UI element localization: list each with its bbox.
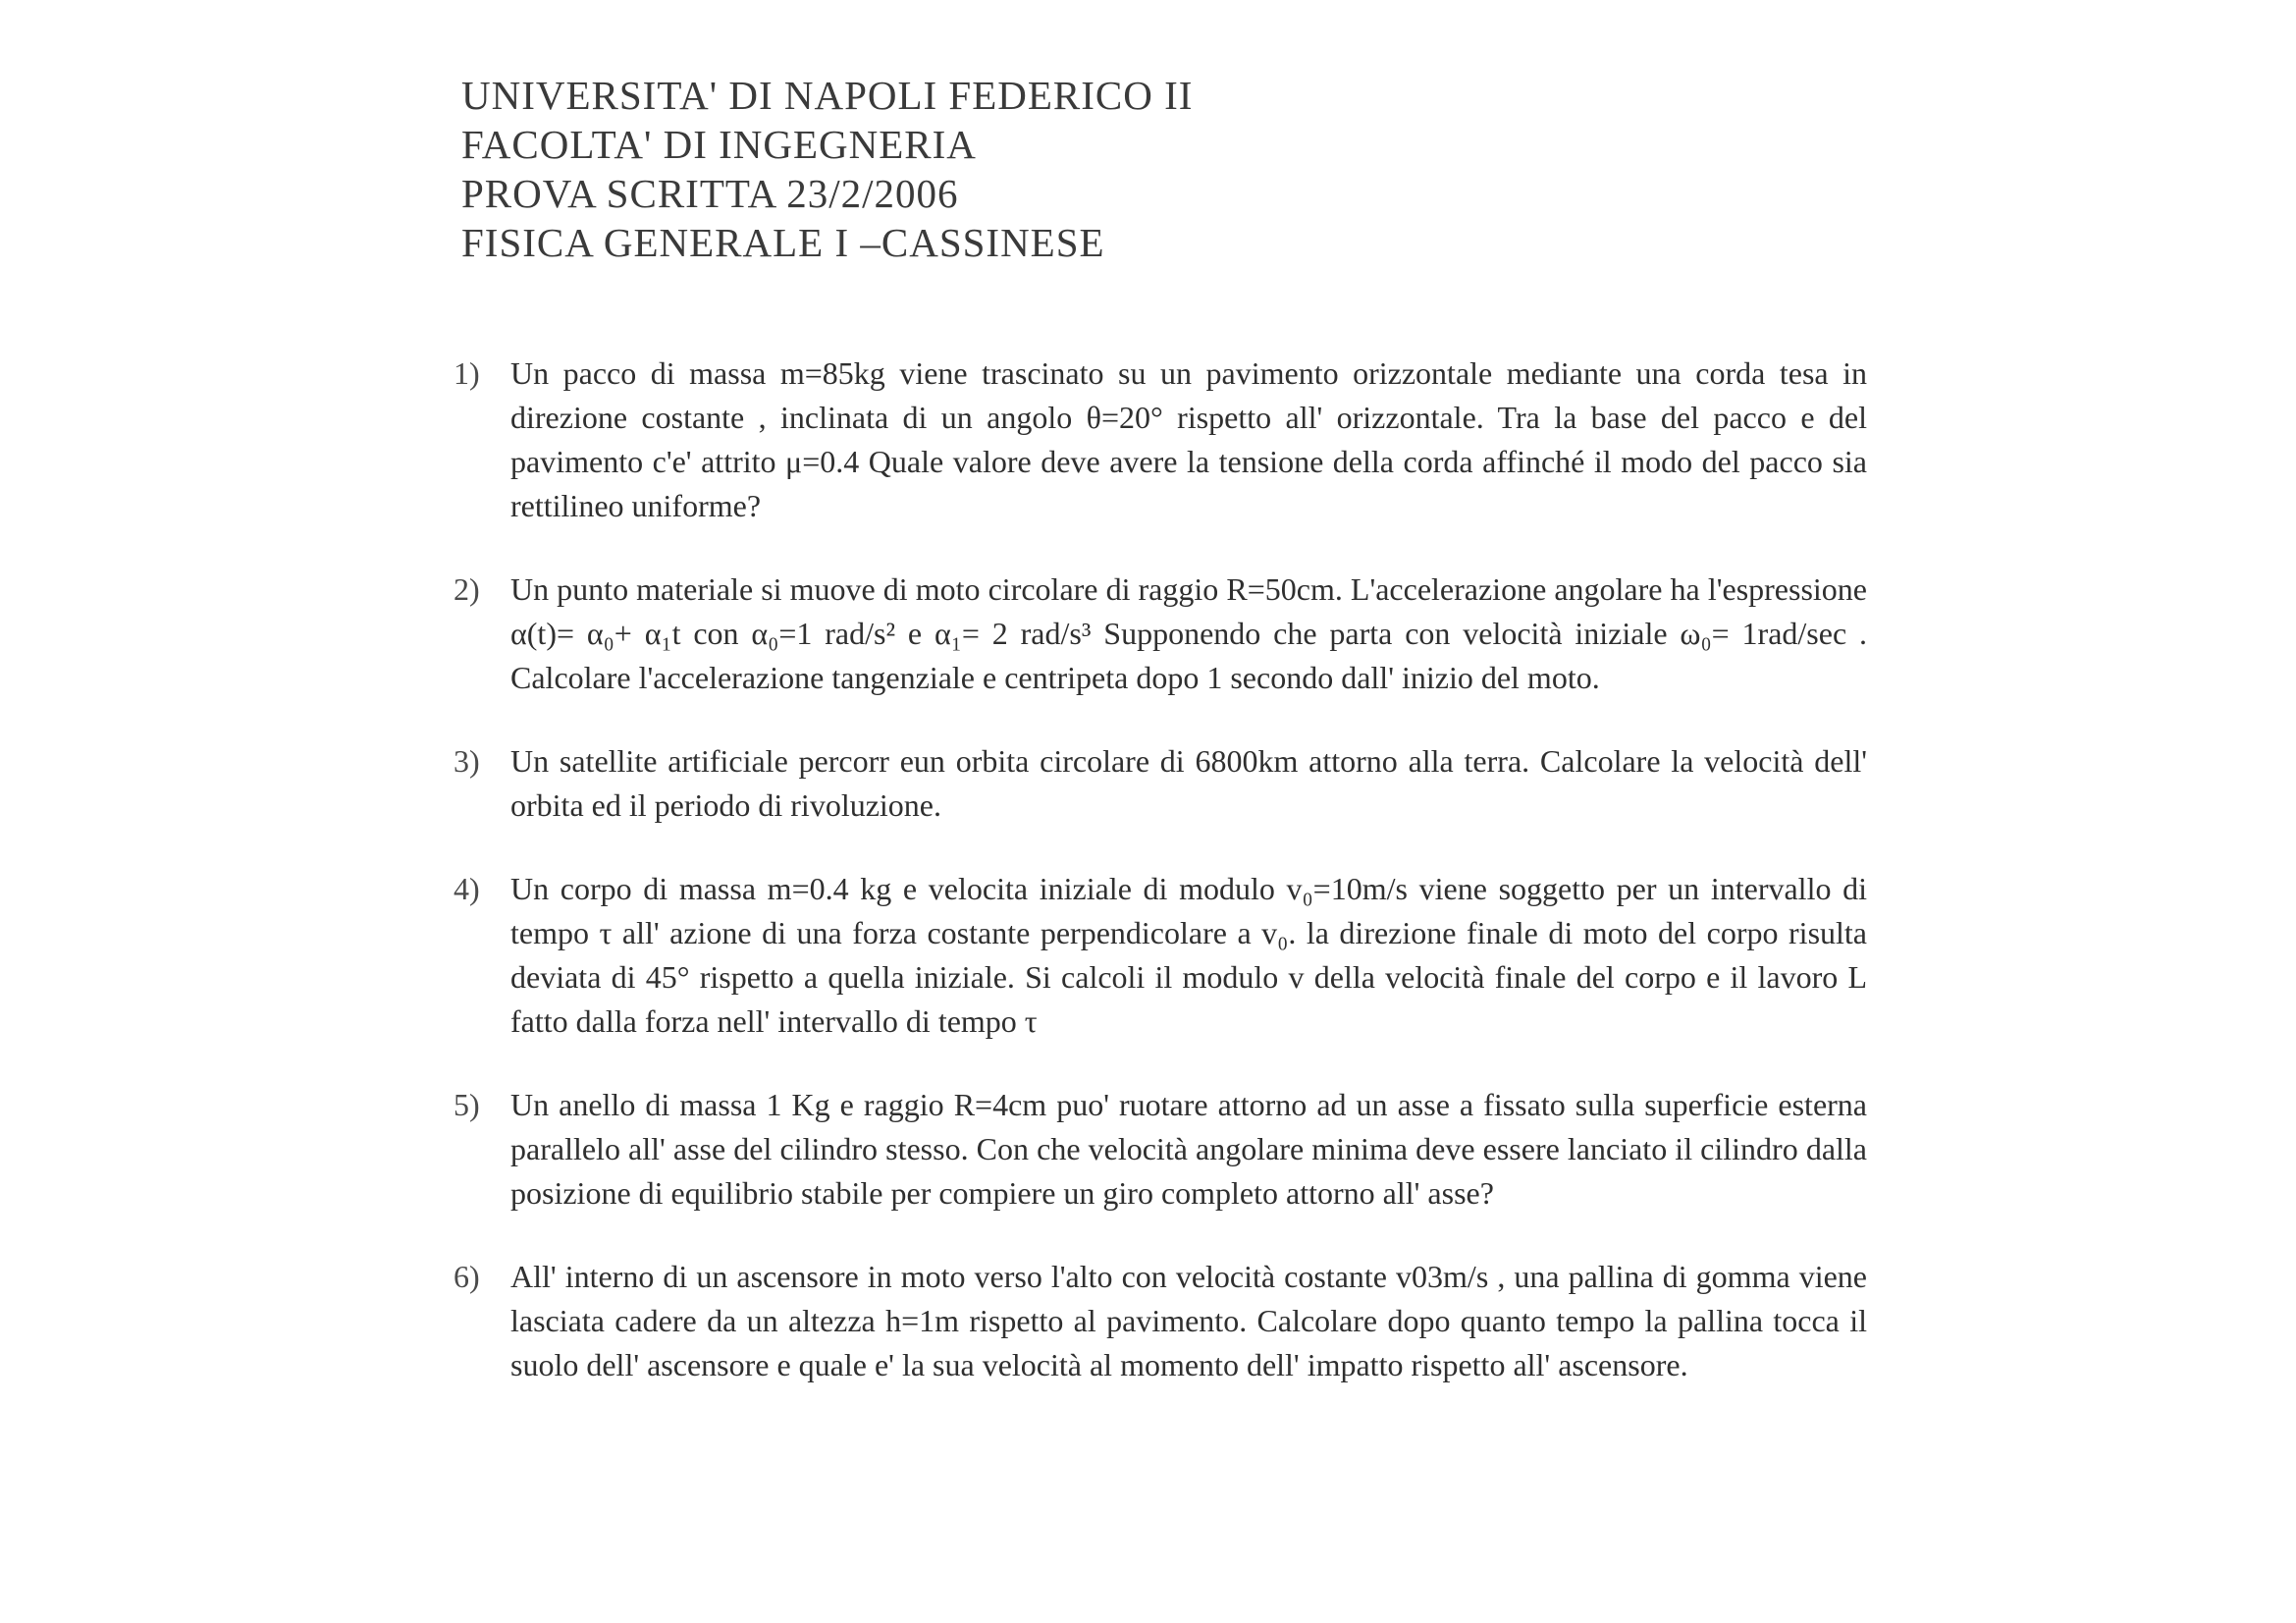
problem-number: 4) bbox=[454, 871, 480, 906]
problem-item bbox=[454, 867, 1867, 1044]
problem-text: Un anello di massa 1 Kg e raggio R=4cm puo' ruotare attorno ad un asse a fissato sulla superficie esterna parallelo all' asse del cilindro stesso. Con che velocità angolare minima deve essere lanciato il cilindro dalla posizione di equilibrio stabile per compiere un giro completo attorno all' asse? bbox=[510, 1087, 1867, 1211]
problem-text: All' interno di un ascensore in moto verso l'alto con velocità costante v03m/s , una pallina di gomma viene lasciata cadere da un altezza h=1m rispetto al pavimento. Calcolare dopo quanto tempo la pallina tocca il suolo dell' ascensore e quale e' la sua velocità al momento dell' impatto rispetto all' ascensore. bbox=[510, 1259, 1867, 1382]
problem-number: 6) bbox=[454, 1259, 480, 1294]
problem-item bbox=[454, 352, 1867, 528]
problem-item bbox=[454, 1255, 1867, 1387]
exam-header bbox=[461, 71, 1443, 267]
problem-number: 5) bbox=[454, 1087, 480, 1122]
problem-number: 2) bbox=[454, 571, 480, 607]
problem-text: Un punto materiale si muove di moto circolare di raggio R=50cm. L'accelerazione angolare ha l'espressione α(t)= α₀+ α₁t con α₀=1 rad/s² e α₁= 2 rad/s³ Supponendo che parta con velocità iniziale ω₀= 1rad/sec . Calcolare l'accelerazione tangenziale e centripeta dopo 1 secondo dall' inizio del moto. bbox=[510, 571, 1867, 695]
faculty-name: FACOLTA' DI INGEGNERIA bbox=[461, 122, 977, 167]
problem-text: Un satellite artificiale percorr eun orbita circolare di 6800km attorno alla terra. Calcolare la velocità dell' orbita ed il periodo di rivoluzione. bbox=[510, 743, 1867, 823]
problem-item bbox=[454, 1083, 1867, 1216]
exam-date: PROVA SCRITTA 23/2/2006 bbox=[461, 171, 959, 216]
university-name: UNIVERSITA' DI NAPOLI FEDERICO II bbox=[461, 73, 1194, 118]
problem-list bbox=[454, 352, 1867, 1427]
problem-number: 1) bbox=[454, 355, 480, 391]
problem-item bbox=[454, 568, 1867, 700]
problem-text: Un pacco di massa m=85kg viene trascinato su un pavimento orizzontale mediante una corda tesa in direzione costante , inclinata di un angolo θ=20° rispetto all' orizzontale. Tra la base del pacco e del pavimento c'e' attrito μ=0.4 Quale valore deve avere la tensione della corda affinché il modo del pacco sia rettilineo uniforme? bbox=[510, 355, 1867, 523]
problem-text: Un corpo di massa m=0.4 kg e velocita iniziale di modulo v₀=10m/s viene soggetto per un intervallo di tempo τ all' azione di una forza costante perpendicolare a v₀. la direzione finale di moto del corpo risulta deviata di 45° rispetto a quella iniziale. Si calcoli il modulo v della velocità finale del corpo e il lavoro L fatto dalla forza nell' intervallo di tempo τ bbox=[510, 871, 1867, 1039]
problem-item bbox=[454, 739, 1867, 828]
course-name: FISICA GENERALE I –CASSINESE bbox=[461, 220, 1105, 265]
problem-number: 3) bbox=[454, 743, 480, 779]
